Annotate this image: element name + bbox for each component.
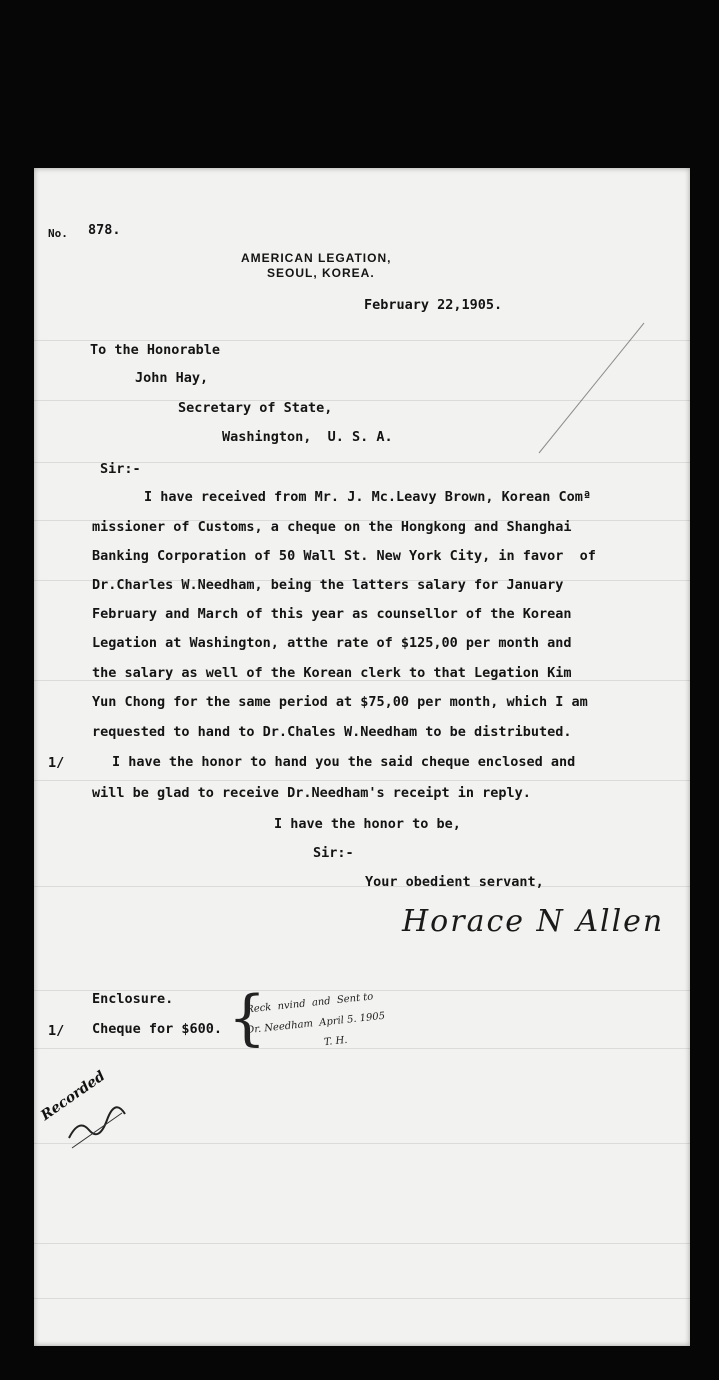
letter-date: February 22,1905. <box>364 297 503 313</box>
recipient-line: Secretary of State, <box>178 400 333 416</box>
body-line: the salary as well of the Korean clerk to that Legation Kim <box>92 665 572 681</box>
recipient-line: To the Honorable <box>90 342 221 358</box>
ruled-line <box>34 1048 690 1049</box>
closing-line: I have the honor to be, <box>274 816 461 832</box>
salutation: Sir:- <box>100 461 141 477</box>
handwritten-note-line: T. H. <box>323 1034 348 1049</box>
body-line: missioner of Customs, a cheque on the Hongkong and Shanghai <box>92 519 572 535</box>
body-line: February and March of this year as counsellor of the Korean <box>92 606 572 622</box>
enclosure-label: Enclosure. <box>92 991 174 1007</box>
number-label: No. <box>48 227 68 240</box>
body-line: will be glad to receive Dr.Needham's receipt in reply. <box>92 785 531 801</box>
closing-line: Your obedient servant, <box>365 874 544 890</box>
ruled-line <box>34 1243 690 1244</box>
body-line: I have received from Mr. J. Mc.Leavy Brown, Korean Comª <box>144 489 592 505</box>
body-line: requested to hand to Dr.Chales W.Needham to be distributed. <box>92 724 572 740</box>
enclosure-mark: 1/ <box>48 1023 65 1039</box>
body-line: Dr.Charles W.Needham, being the latters salary for January <box>92 577 564 593</box>
diagonal-pen-stroke <box>534 318 654 458</box>
enclosure-item: Cheque for $600. <box>92 1021 223 1037</box>
recipient-line: Washington, U. S. A. <box>222 429 393 445</box>
ruled-line <box>34 886 690 887</box>
body-line: Yun Chong for the same period at $75,00 per month, which I am <box>92 694 588 710</box>
margin-mark: 1/ <box>48 755 65 771</box>
legation-header: AMERICAN LEGATION, <box>241 251 392 265</box>
ruled-line <box>34 1298 690 1299</box>
body-line: Legation at Washington, atthe rate of $125,00 per month and <box>92 635 572 651</box>
body-line: Banking Corporation of 50 Wall St. New York City, in favor of <box>92 548 596 564</box>
letter-page <box>34 168 690 1346</box>
stamp-scribble <box>64 1098 144 1158</box>
recipient-line: John Hay, <box>135 370 209 386</box>
handwritten-note-line: Dr. Needham April 5. 1905 <box>245 1010 386 1037</box>
body-line: I have the honor to hand you the said cheque enclosed and <box>112 754 576 770</box>
handwritten-note-line: Reck nvind and Sent to <box>245 991 374 1016</box>
ruled-line <box>34 780 690 781</box>
signature: Horace N Allen <box>402 904 665 939</box>
letter-number: 878. <box>88 222 121 238</box>
recorded-stamp: Recorded <box>38 1068 109 1124</box>
handwritten-brace: { <box>228 983 267 1053</box>
closing-line: Sir:- <box>313 845 354 861</box>
legation-location: SEOUL, KOREA. <box>267 266 375 280</box>
